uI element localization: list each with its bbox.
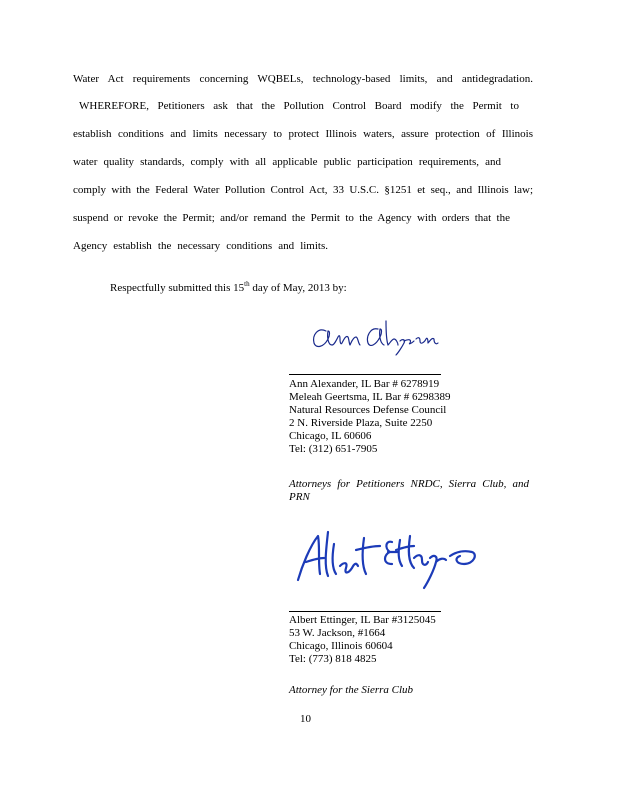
signatory-1-block	[289, 378, 451, 456]
signatory-1-line-2: Meleah Geertsma, IL Bar # 6298389	[289, 391, 451, 403]
signatory-1-line-5: Chicago, IL 60606	[289, 430, 372, 442]
signatory-1-line-4: 2 N. Riverside Plaza, Suite 2250	[289, 417, 433, 429]
signatory-2-role: Attorney for the Sierra Club	[289, 684, 414, 696]
body-line-3: establish conditions and limits necessary to protect Illinois waters, assure protection of Illinois	[73, 128, 533, 140]
signatory-2-line-3: Chicago, Illinois 60604	[289, 640, 393, 652]
signatory-1-line-3: Natural Resources Defense Council	[289, 404, 447, 416]
signatory-2-line-2: 53 W. Jackson, #1664	[289, 627, 386, 639]
body-line-4: water quality standards, comply with all applicable public participation requirements, and	[73, 156, 501, 168]
body-line-2: WHEREFORE, Petitioners ask that the Pollution Control Board modify the Permit to	[79, 100, 519, 112]
signatory-2-line-1: Albert Ettinger, IL Bar #3125045	[289, 614, 436, 626]
body-line-5: comply with the Federal Water Pollution Control Act, 33 U.S.C. §1251 et seq., and Illinois law;	[73, 184, 533, 196]
page-number: 10	[300, 713, 311, 725]
signatory-1-line-6: Tel: (312) 651-7905	[289, 443, 378, 455]
signatory-1-role: Attorneys for Petitioners NRDC, Sierra Club, and PRN	[289, 478, 529, 503]
signatory-2-block	[289, 614, 436, 666]
closing-prefix: Respectfully submitted this 15	[110, 282, 245, 294]
signature-albert-ettinger	[288, 522, 488, 592]
signature-rule-2	[289, 611, 441, 612]
body-line-1: Water Act requirements concerning WQBELs, technology-based limits, and antidegradation.	[73, 73, 533, 85]
closing-superscript: th	[244, 280, 250, 288]
body-line-7: Agency establish the necessary conditions and limits.	[73, 240, 328, 252]
signatory-2-line-4: Tel: (773) 818 4825	[289, 653, 377, 665]
closing-suffix: day of May, 2013 by:	[249, 282, 347, 294]
signature-rule-1	[289, 374, 441, 375]
signature-ann-alexander	[308, 315, 443, 357]
closing-line	[110, 282, 347, 295]
signatory-1-line-1: Ann Alexander, IL Bar # 6278919	[289, 378, 440, 390]
body-line-6: suspend or revoke the Permit; and/or remand the Permit to the Agency with orders that the	[73, 212, 510, 224]
